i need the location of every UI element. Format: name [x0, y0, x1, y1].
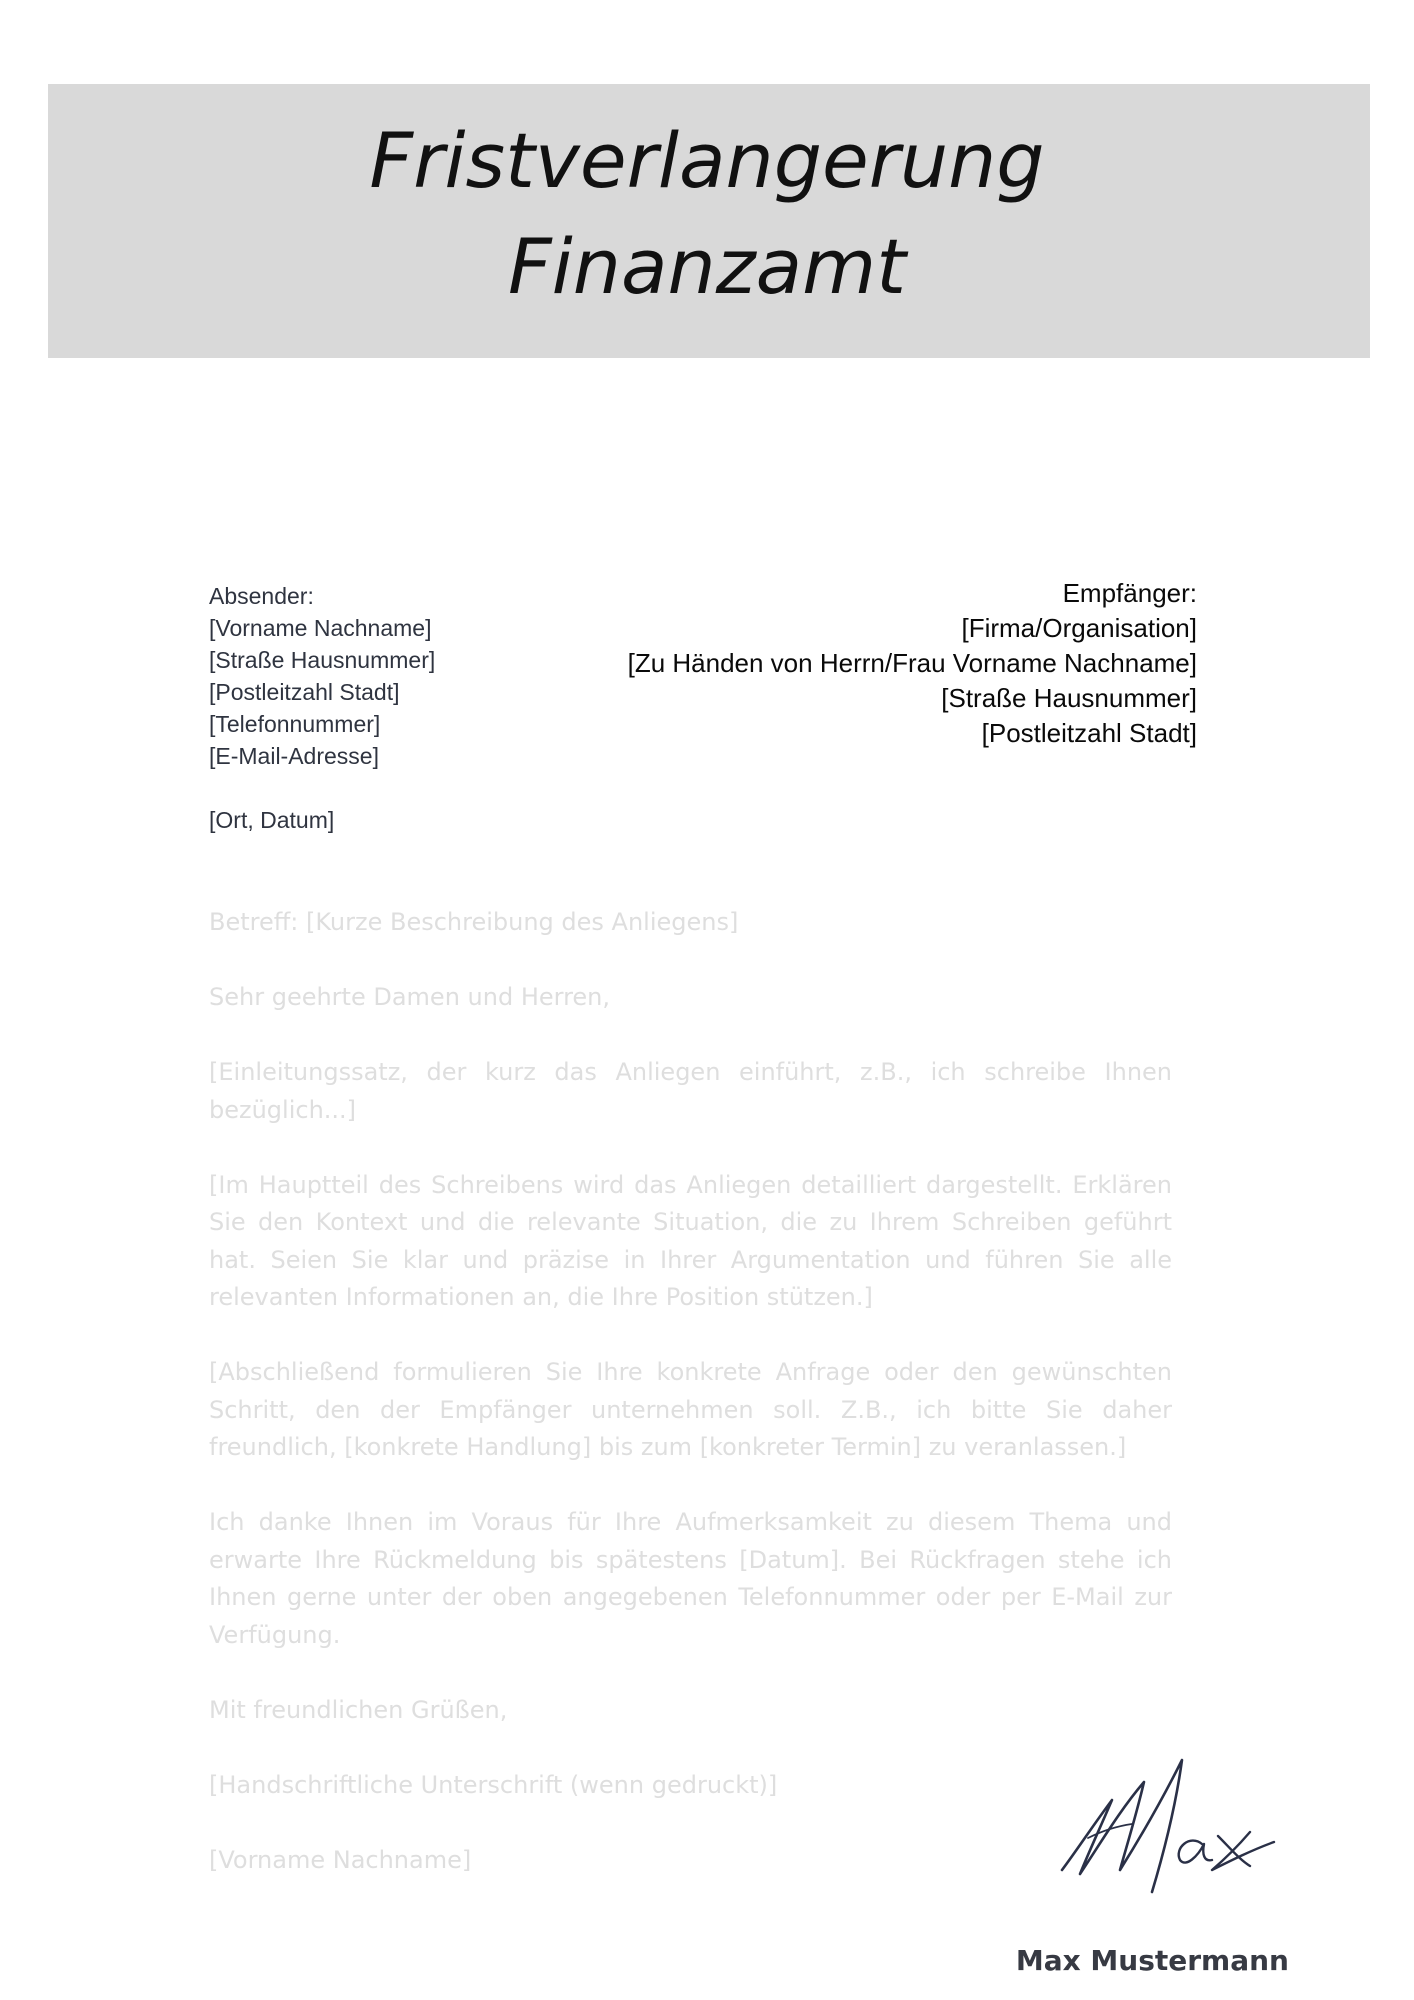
signer-placeholder: [Vorname Nachname]: [209, 1845, 472, 1874]
title-line-2: Finanzamt: [507, 222, 907, 311]
letter-main-paragraph: [Im Hauptteil des Schreibens wird das Anliegen detailliert dargestellt. Erklären Sie den Kontext und die relevante Situation, die zu Ihrem Schreiben geführt hat. Seien Sie klar und präzise in Ihrer Argumentation und führen Sie alle relevanten Informationen an, die Ihre Position stützen.]: [209, 1170, 1172, 1311]
sender-email: [E-Mail-Adresse]: [209, 743, 379, 769]
letter-thanks-paragraph: Ich danke Ihnen im Voraus für Ihre Aufmerksamkeit zu diesem Thema und erwarte Ihre Rückmeldung bis spätestens [Datum]. Bei Rückfragen stehe ich Ihnen gerne unter der oben angegebenen Telefonnummer oder per E-Mail zur Verfügung.: [209, 1508, 1172, 1649]
letter-subject: Betreff: [Kurze Beschreibung des Anliegens]: [209, 908, 739, 936]
recipient-street: [Straße Hausnummer]: [941, 683, 1197, 713]
sender-block: [209, 580, 435, 836]
recipient-company: [Firma/Organisation]: [961, 613, 1197, 643]
document-title: [0, 108, 1414, 320]
recipient-attention: [Zu Händen von Herrn/Frau Vorname Nachname]: [627, 648, 1197, 678]
letter-intro: [Einleitungssatz, der kurz das Anliegen einführt, z.B., ich schreibe Ihnen bezüglich...]: [209, 1058, 1172, 1124]
recipient-city: [Postleitzahl Stadt]: [981, 718, 1197, 748]
letter-body: [209, 904, 1172, 1917]
title-line-1: Fristverlangerung: [369, 116, 1045, 205]
recipient-label: Empfänger:: [1062, 578, 1197, 608]
sender-spacer: [209, 772, 435, 804]
letter-request-paragraph: [Abschließend formulieren Sie Ihre konkrete Anfrage oder den gewünschten Schritt, den der Empfänger unternehmen soll. Z.B., ich bitte Sie daher freundlich, [konkrete Handlung] bis zum [konkreter Termin] zu veranlassen.]: [209, 1358, 1172, 1461]
signature-note: [Handschriftliche Unterschrift (wenn gedruckt)]: [209, 1770, 778, 1799]
recipient-block: [628, 576, 1197, 751]
sender-street: [Straße Hausnummer]: [209, 647, 436, 673]
sender-phone: [Telefonnummer]: [209, 711, 381, 737]
sender-name: [Vorname Nachname]: [209, 615, 432, 641]
printed-signer-name: Max Mustermann: [1015, 1944, 1289, 1977]
sender-city: [Postleitzahl Stadt]: [209, 679, 400, 705]
letter-closing: Mit freundlichen Grüßen,: [209, 1695, 508, 1724]
place-date: [Ort, Datum]: [209, 807, 335, 833]
sender-label: Absender:: [209, 583, 314, 609]
handwritten-signature: [1052, 1752, 1282, 1902]
letter-salutation: Sehr geehrte Damen und Herren,: [209, 983, 611, 1011]
